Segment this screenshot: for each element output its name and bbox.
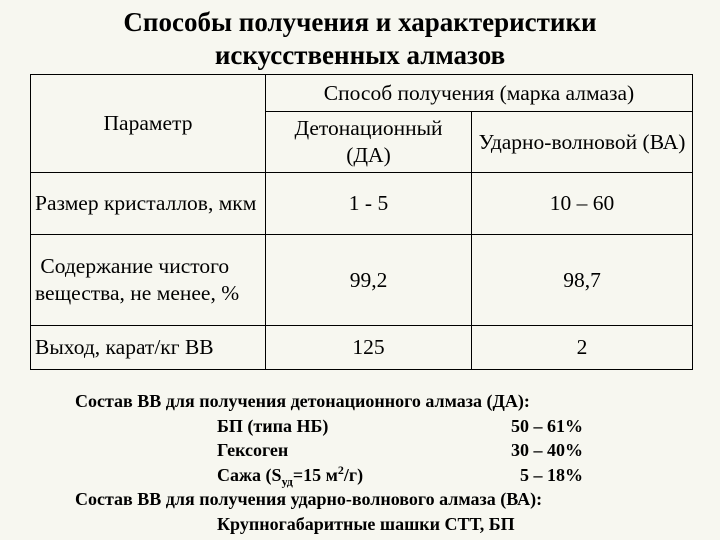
item-name: Сажа ($S_{уд}=15$ $м^2/г$) bbox=[217, 462, 364, 489]
header-parameter: Параметр bbox=[31, 75, 266, 173]
cell-purity-da: 99,2 bbox=[266, 235, 472, 326]
header-detonation: Детонационный (ДА) bbox=[266, 112, 472, 173]
row-label-size: Размер кристаллов, мкм bbox=[31, 173, 266, 235]
row-label-yield: Выход, карат/кг ВВ bbox=[31, 326, 266, 370]
page-title bbox=[0, 6, 720, 72]
item-amount: 30 – 40% bbox=[511, 440, 583, 460]
cell-yield-da: 125 bbox=[266, 326, 472, 370]
row-label-purity: Содержание чистого вещества, не менее, % bbox=[31, 235, 266, 326]
item-amount: 5 – 18% bbox=[520, 464, 583, 485]
properties-table bbox=[30, 74, 693, 370]
item-name: Гексоген bbox=[217, 440, 289, 460]
list-item bbox=[75, 438, 695, 463]
cell-yield-ba: 2 bbox=[472, 326, 693, 370]
cell-size-da: 1 - 5 bbox=[266, 173, 472, 235]
da-heading: Состав ВВ для получения детонационного алмаза (ДА): bbox=[75, 391, 530, 411]
table-row bbox=[31, 173, 693, 235]
list-item bbox=[75, 512, 695, 537]
item-amount: 50 – 61% bbox=[511, 415, 583, 436]
header-shockwave: Ударно-волновой (ВА) bbox=[472, 112, 693, 173]
header-method: Способ получения (марка алмаза) bbox=[266, 75, 693, 112]
title-line-2: искусственных алмазов bbox=[214, 40, 506, 70]
table-row bbox=[31, 235, 693, 326]
item-name: Крупногабаритные шашки СТТ, БП bbox=[217, 513, 515, 534]
cell-purity-ba: 98,7 bbox=[472, 235, 693, 326]
list-item bbox=[75, 463, 695, 488]
item-name: БП (типа НБ) bbox=[217, 415, 329, 436]
title-line-1: Способы получения и характеристики bbox=[123, 7, 597, 37]
list-item bbox=[75, 414, 695, 439]
cell-size-ba: 10 – 60 bbox=[472, 173, 693, 235]
ba-heading: Состав ВВ для получения ударно-волнового алмаза (ВА): bbox=[75, 489, 543, 509]
table-row bbox=[31, 326, 693, 370]
explosive-composition-notes bbox=[75, 389, 695, 536]
